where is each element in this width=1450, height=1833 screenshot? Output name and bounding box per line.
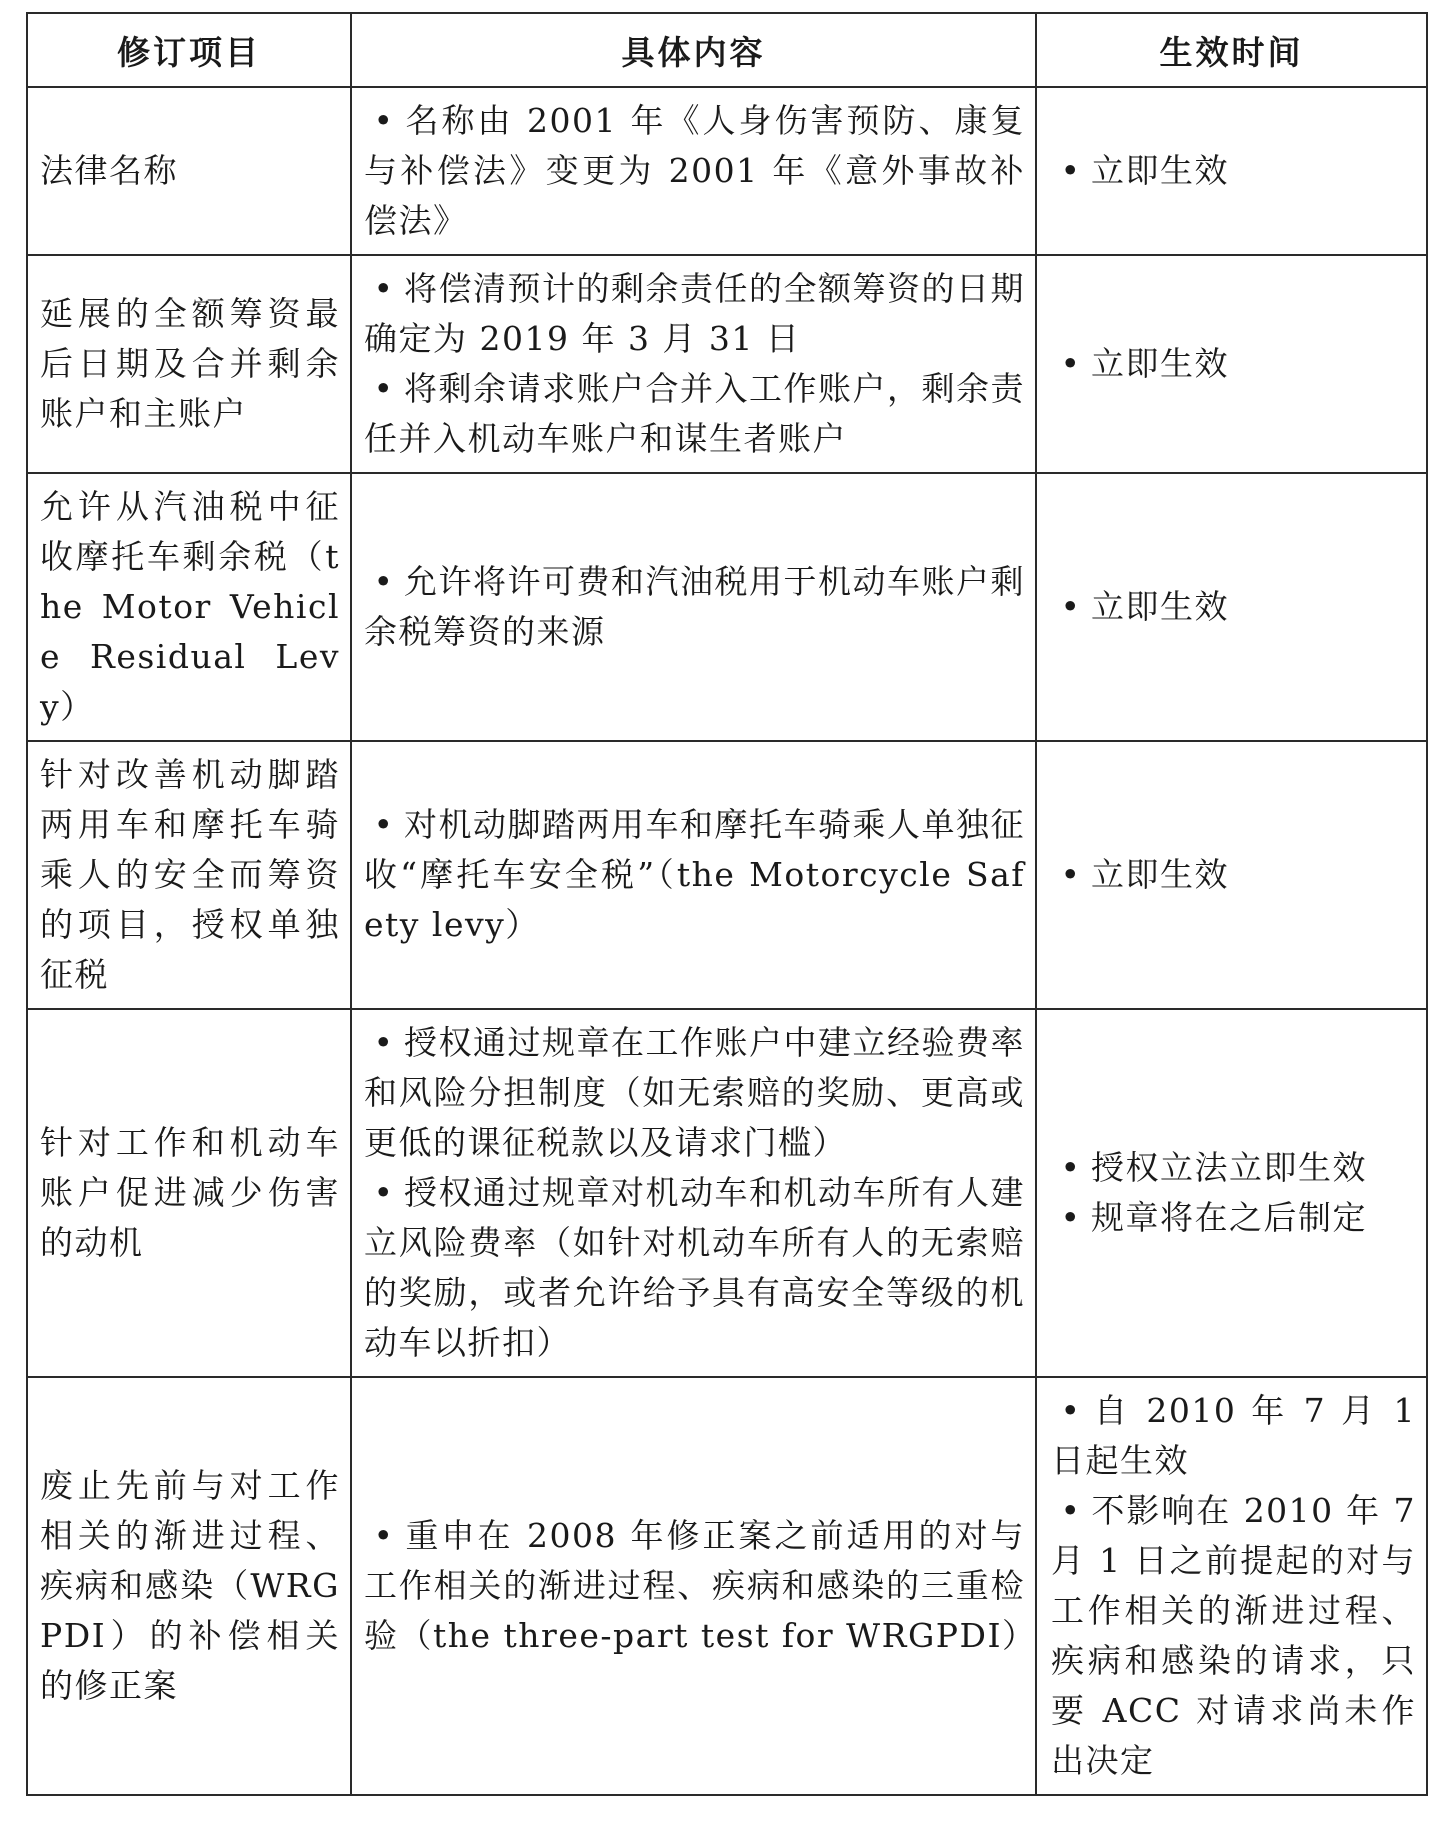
effect-cell (1036, 87, 1427, 255)
item-cell: 法律名称 (27, 87, 351, 255)
bullet-text: 立即生效 (1091, 855, 1229, 894)
bullet-item (364, 1511, 1037, 1661)
bullet-text: 授权立法立即生效 (1091, 1148, 1367, 1187)
bullet-item (364, 557, 1025, 657)
bullet-dot-icon: • (373, 369, 395, 408)
content-cell (351, 1009, 1036, 1377)
bullet-item (364, 264, 1025, 364)
effect-cell (1036, 741, 1427, 1009)
item-cell: 废止先前与对工作相关的渐进过程、疾病和感染（WRGPDI）的补偿相关的修正案 (27, 1377, 351, 1795)
header-cell-effect: 生效时间 (1036, 13, 1427, 87)
bullet-text: 将剩余请求账户合并入工作账户，剩余责任并入机动车账户和谋生者账户 (364, 369, 1025, 458)
item-cell: 延展的全额筹资最后日期及合并剩余账户和主账户 (27, 255, 351, 473)
bullet-dot-icon: • (1060, 855, 1082, 894)
bullet-text: 重申在 2008 年修正案之前适用的对与工作相关的渐进过程、疾病和感染的三重检验（the three-part test for WRGPDI） (364, 1516, 1037, 1655)
bullet-dot-icon: • (1060, 1391, 1082, 1430)
bullet-item (1051, 1486, 1416, 1786)
bullet-item (364, 364, 1025, 464)
bullet-item (1051, 1143, 1416, 1193)
content-cell (351, 87, 1036, 255)
bullet-item (364, 800, 1025, 950)
bullet-dot-icon: • (373, 101, 395, 140)
table-row (27, 741, 1427, 1009)
amendment-table (26, 12, 1428, 1796)
bullet-text: 对机动脚踏两用车和摩托车骑乘人单独征收“摩托车安全税”（the Motorcycle Safety levy） (364, 805, 1025, 944)
bullet-item (1051, 339, 1416, 389)
effect-cell (1036, 1377, 1427, 1795)
bullet-dot-icon: • (1060, 587, 1082, 626)
bullet-dot-icon: • (373, 1173, 395, 1212)
bullet-item (1051, 146, 1416, 196)
bullet-dot-icon: • (373, 1023, 395, 1062)
bullet-dot-icon: • (1060, 1491, 1082, 1530)
content-cell (351, 1377, 1036, 1795)
bullet-item (364, 1018, 1025, 1168)
header-row (27, 13, 1427, 87)
bullet-item (1051, 1193, 1416, 1243)
bullet-item (1051, 1386, 1416, 1486)
bullet-text: 允许将许可费和汽油税用于机动车账户剩余税筹资的来源 (364, 562, 1025, 651)
table-row (27, 1377, 1427, 1795)
header-cell-item: 修订项目 (27, 13, 351, 87)
content-cell (351, 473, 1036, 741)
bullet-dot-icon: • (1060, 151, 1082, 190)
effect-cell (1036, 473, 1427, 741)
bullet-text: 将偿清预计的剩余责任的全额筹资的日期确定为 2019 年 3 月 31 日 (364, 269, 1025, 358)
bullet-dot-icon: • (373, 1516, 395, 1555)
bullet-dot-icon: • (1060, 344, 1082, 383)
bullet-item (364, 96, 1025, 246)
bullet-item (1051, 850, 1416, 900)
effect-cell (1036, 1009, 1427, 1377)
table-row (27, 255, 1427, 473)
bullet-dot-icon: • (373, 805, 395, 844)
bullet-text: 授权通过规章在工作账户中建立经验费率和风险分担制度（如无索赔的奖励、更高或更低的课征税款以及请求门槛） (364, 1023, 1025, 1162)
bullet-item (364, 1168, 1025, 1368)
item-cell: 针对工作和机动车账户促进减少伤害的动机 (27, 1009, 351, 1377)
table-row (27, 473, 1427, 741)
bullet-item (1051, 582, 1416, 632)
table-row (27, 87, 1427, 255)
table-body (27, 87, 1427, 1795)
bullet-dot-icon: • (373, 562, 395, 601)
bullet-text: 名称由 2001 年《人身伤害预防、康复与补偿法》变更为 2001 年《意外事故补偿法》 (364, 101, 1025, 240)
bullet-text: 立即生效 (1091, 587, 1229, 626)
bullet-text: 授权通过规章对机动车和机动车所有人建立风险费率（如针对机动车所有人的无索赔的奖励，或者允许给予具有高安全等级的机动车以折扣） (364, 1173, 1025, 1362)
bullet-dot-icon: • (1060, 1198, 1082, 1237)
content-cell (351, 255, 1036, 473)
effect-cell (1036, 255, 1427, 473)
table-row (27, 1009, 1427, 1377)
bullet-text: 规章将在之后制定 (1091, 1198, 1367, 1237)
bullet-text: 自 2010 年 7 月 1 日起生效 (1051, 1391, 1416, 1480)
bullet-text: 不影响在 2010 年 7 月 1 日之前提起的对与工作相关的渐进过程、疾病和感染的请求，只要 ACC 对请求尚未作出决定 (1051, 1491, 1416, 1780)
header-cell-content: 具体内容 (351, 13, 1036, 87)
bullet-dot-icon: • (1060, 1148, 1082, 1187)
bullet-dot-icon: • (373, 269, 395, 308)
bullet-text: 立即生效 (1091, 344, 1229, 383)
bullet-text: 立即生效 (1091, 151, 1229, 190)
item-cell: 允许从汽油税中征收摩托车剩余税（the Motor Vehicle Residual Levy） (27, 473, 351, 741)
item-cell: 针对改善机动脚踏两用车和摩托车骑乘人的安全而筹资的项目，授权单独征税 (27, 741, 351, 1009)
content-cell (351, 741, 1036, 1009)
